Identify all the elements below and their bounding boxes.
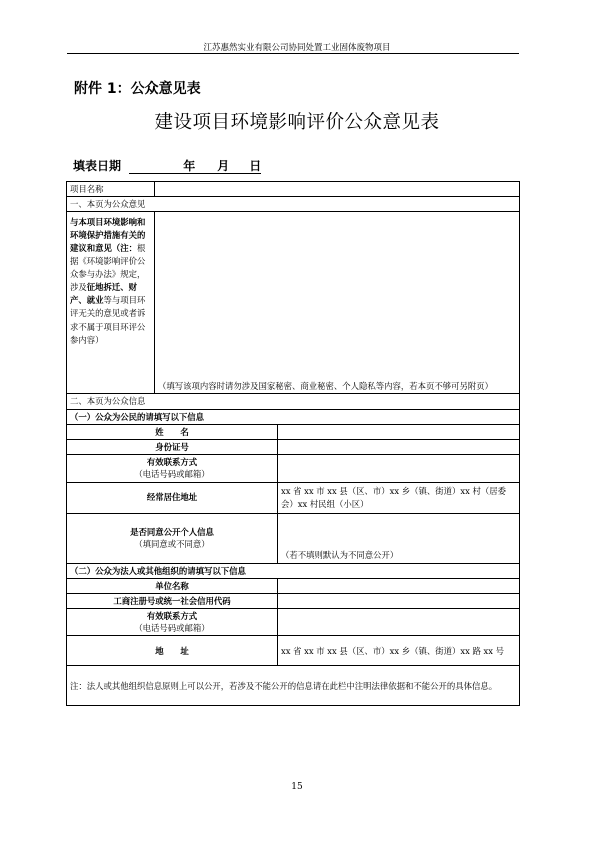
residence-field[interactable]: [278, 482, 520, 513]
contact-field[interactable]: [278, 455, 520, 482]
project-name-label: 项目名称: [67, 182, 155, 197]
sub1-header-row: [67, 409, 520, 424]
contact-row: [67, 455, 520, 482]
org-contact-label: 有效联系方式: [146, 611, 198, 622]
contact-label: 有效联系方式: [146, 457, 198, 468]
page-number: 15: [291, 782, 303, 792]
sub2-header: （二）公众为法人或其他组织的请填写以下信息: [67, 563, 520, 578]
id-label: 身份证号: [67, 439, 278, 454]
opinion-label-text2: 等与项目环评无关的意见或者诉求不属于项目环评公参内容）: [70, 295, 146, 345]
sub2-header-row: [67, 563, 520, 578]
org-contact-sub: （电话号码或邮箱）: [134, 623, 210, 634]
consent-field[interactable]: [278, 513, 520, 563]
org-name-field[interactable]: [278, 578, 520, 593]
header-divider: [67, 53, 519, 54]
project-name-row: [67, 182, 520, 197]
org-name-label: 单位名称: [67, 578, 278, 593]
month-blank[interactable]: [195, 160, 217, 174]
org-name-row: [67, 578, 520, 593]
consent-row: [67, 513, 520, 563]
consent-label: 是否同意公开个人信息: [130, 526, 214, 537]
section1-header-row: [67, 197, 520, 212]
day-blank[interactable]: [229, 160, 249, 174]
id-row: [67, 439, 520, 454]
footnote-row: [67, 666, 520, 706]
residence-row: [67, 482, 520, 513]
name-label: 姓 名: [67, 424, 278, 439]
section2-header: 二、本页为公众信息: [67, 394, 520, 409]
page-header: 江苏惠然实业有限公司协同处置工业固体废物项目: [203, 43, 391, 53]
day-label: 日: [249, 159, 262, 173]
sub1-header: （一）公众为公民的请填写以下信息: [67, 409, 520, 424]
consent-default-note: （若不填则默认为不同意公开）: [281, 550, 399, 561]
address-placeholder: xx 省 xx 市 xx 县（区、市）xx 乡（镇、街道）xx 路 xx 号: [281, 645, 505, 656]
section2-header-row: [67, 394, 520, 409]
residence-placeholder: xx 省 xx 市 xx 县（区、市）xx 乡（镇、街道）xx 村（居委会）xx 村民组（小区）: [281, 486, 506, 509]
reg-code-row: [67, 593, 520, 608]
id-field[interactable]: [278, 439, 520, 454]
month-label: 月: [217, 159, 230, 173]
name-row: [67, 424, 520, 439]
opinion-form-table: [66, 181, 520, 706]
org-contact-label-cell: [67, 609, 278, 636]
attachment-label: 附件 1：公众意见表: [74, 81, 201, 97]
reg-code-label: 工商注册号或统一社会信用代码: [67, 593, 278, 608]
fill-date-label: 填表日期: [73, 159, 122, 173]
footnote: 注：法人或其他组织信息原则上可以公开，若涉及不能公开的信息请在此栏中注明法律依据和不能公开的具体信息。: [67, 666, 520, 706]
contact-sub: （电话号码或邮箱）: [134, 469, 210, 480]
year-blank[interactable]: [129, 160, 183, 174]
section1-header: 一、本页为公众意见: [67, 197, 520, 212]
consent-label-cell: [67, 513, 278, 563]
opinion-label-bold1: 与本项目环境影响和环境保护措施有关的建议和意见（注：: [70, 217, 146, 254]
opinion-label: [67, 212, 155, 394]
consent-sub: （填同意或不同意）: [134, 539, 210, 549]
project-name-field[interactable]: [155, 182, 520, 197]
opinion-input-area[interactable]: [155, 212, 520, 394]
opinion-label-bold2: 征地拆迁、财产、就业: [70, 282, 137, 306]
fill-date-row: [73, 157, 261, 174]
org-contact-row: [67, 609, 520, 636]
address-field[interactable]: [278, 636, 520, 666]
reg-code-field[interactable]: [278, 593, 520, 608]
address-row: [67, 636, 520, 666]
address-label: 地 址: [67, 636, 278, 666]
opinion-row: [67, 212, 520, 394]
document-title: 建设项目环境影响评价公众意见表: [154, 112, 440, 133]
opinion-label-text1: 根据《环境影响评价公众参与办法》规定，涉及: [70, 243, 146, 293]
opinion-note: （填写该项内容时请勿涉及国家秘密、商业秘密、个人隐私等内容，若本页不够可另附页）: [158, 381, 493, 392]
contact-label-cell: [67, 455, 278, 482]
residence-label: 经常居住地址: [67, 482, 278, 513]
org-contact-field[interactable]: [278, 609, 520, 636]
name-field[interactable]: [278, 424, 520, 439]
year-label: 年: [183, 159, 196, 173]
